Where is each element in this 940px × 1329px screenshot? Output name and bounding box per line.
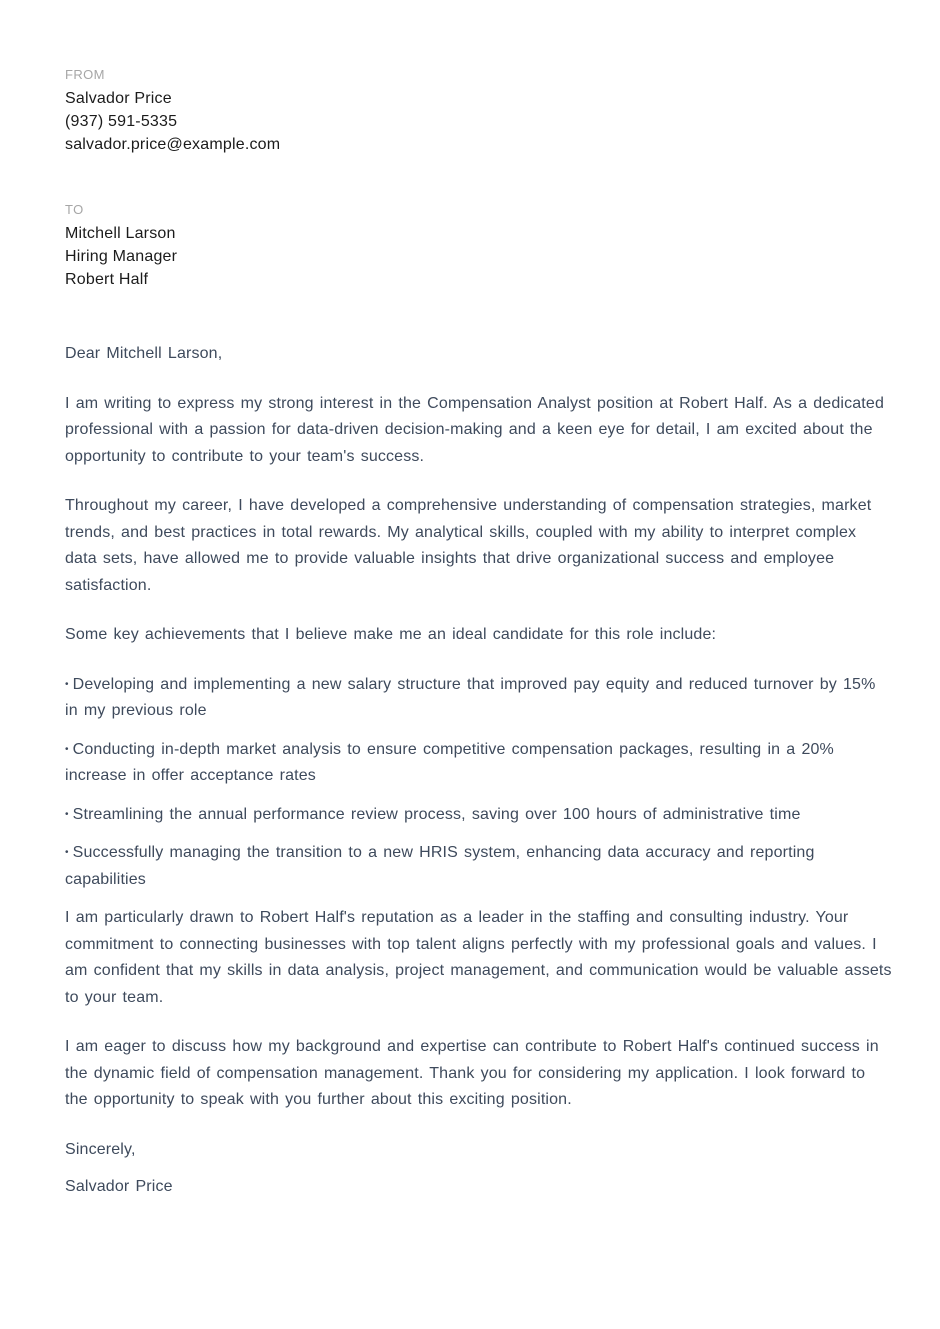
from-label: FROM bbox=[65, 67, 105, 82]
bullet-icon: • bbox=[65, 808, 69, 820]
bullet-icon: • bbox=[65, 847, 69, 858]
bullet-item bbox=[65, 672, 893, 725]
bullet-icon: • bbox=[65, 678, 69, 690]
salutation: Dear Mitchell Larson, bbox=[65, 345, 223, 362]
sender-name: Salvador Price bbox=[65, 90, 172, 107]
letter-content bbox=[65, 67, 893, 1201]
sender-email: salvador.price@example.com bbox=[65, 136, 281, 153]
signoff: Sincerely, bbox=[65, 1140, 136, 1158]
bullet-text: Successfully managing the transition to a new HRIS system, enhancing data accuracy and reporting capabilities bbox=[65, 844, 815, 888]
sender-block bbox=[65, 67, 893, 156]
to-label: TO bbox=[65, 202, 84, 217]
bullet-icon: • bbox=[65, 743, 69, 755]
recipient-block bbox=[65, 202, 893, 291]
bullet-text: Developing and implementing a new salary structure that improved pay equity and reduced turnover by 15% in my previous role bbox=[65, 675, 876, 719]
bullet-text: Streamlining the annual performance review process, saving over 100 hours of administrative time bbox=[72, 805, 801, 823]
recipient-title: Hiring Manager bbox=[65, 248, 178, 265]
paragraph-company-fit: I am particularly drawn to Robert Half's reputation as a leader in the staffing and consulting industry. Your commitment to connecting businesses with top talent aligns perfectly with my professional goals and values. I am confident that my skills in data analysis, project management, and communication would be valuable assets to your team. bbox=[65, 909, 892, 1006]
paragraph-achievements-intro: Some key achievements that I believe make me an ideal candidate for this role include: bbox=[65, 626, 717, 643]
paragraph-call-to-action: I am eager to discuss how my background and expertise can contribute to Robert Half's continued success in the dynamic field of compensation management. Thank you for considering my application. I look forward to the opportunity to speak with you further about this exciting position. bbox=[65, 1038, 879, 1108]
letter-body bbox=[65, 341, 893, 1201]
bullet-text: Conducting in-depth market analysis to ensure competitive compensation packages, resulting in a 20% increase in offer acceptance rates bbox=[65, 740, 834, 784]
paragraph-intro: I am writing to express my strong interest in the Compensation Analyst position at Robert Half. As a dedicated professional with a passion for data-driven decision-making and a keen eye for detail, I am excited about the opportunity to contribute to your team's success. bbox=[65, 394, 884, 465]
recipient-company: Robert Half bbox=[65, 271, 149, 288]
signature-name: Salvador Price bbox=[65, 1178, 173, 1195]
bullet-item bbox=[65, 802, 893, 829]
sender-phone: (937) 591-5335 bbox=[65, 113, 178, 130]
bullet-item bbox=[65, 737, 893, 790]
paragraph-experience: Throughout my career, I have developed a comprehensive understanding of compensation strategies, market trends, and best practices in total rewards. My analytical skills, coupled with my ability to interpret complex data sets, have allowed me to provide valuable insights that drive organizational success and employee satisfaction. bbox=[65, 497, 872, 594]
bullet-item bbox=[65, 840, 893, 893]
recipient-name: Mitchell Larson bbox=[65, 225, 176, 242]
